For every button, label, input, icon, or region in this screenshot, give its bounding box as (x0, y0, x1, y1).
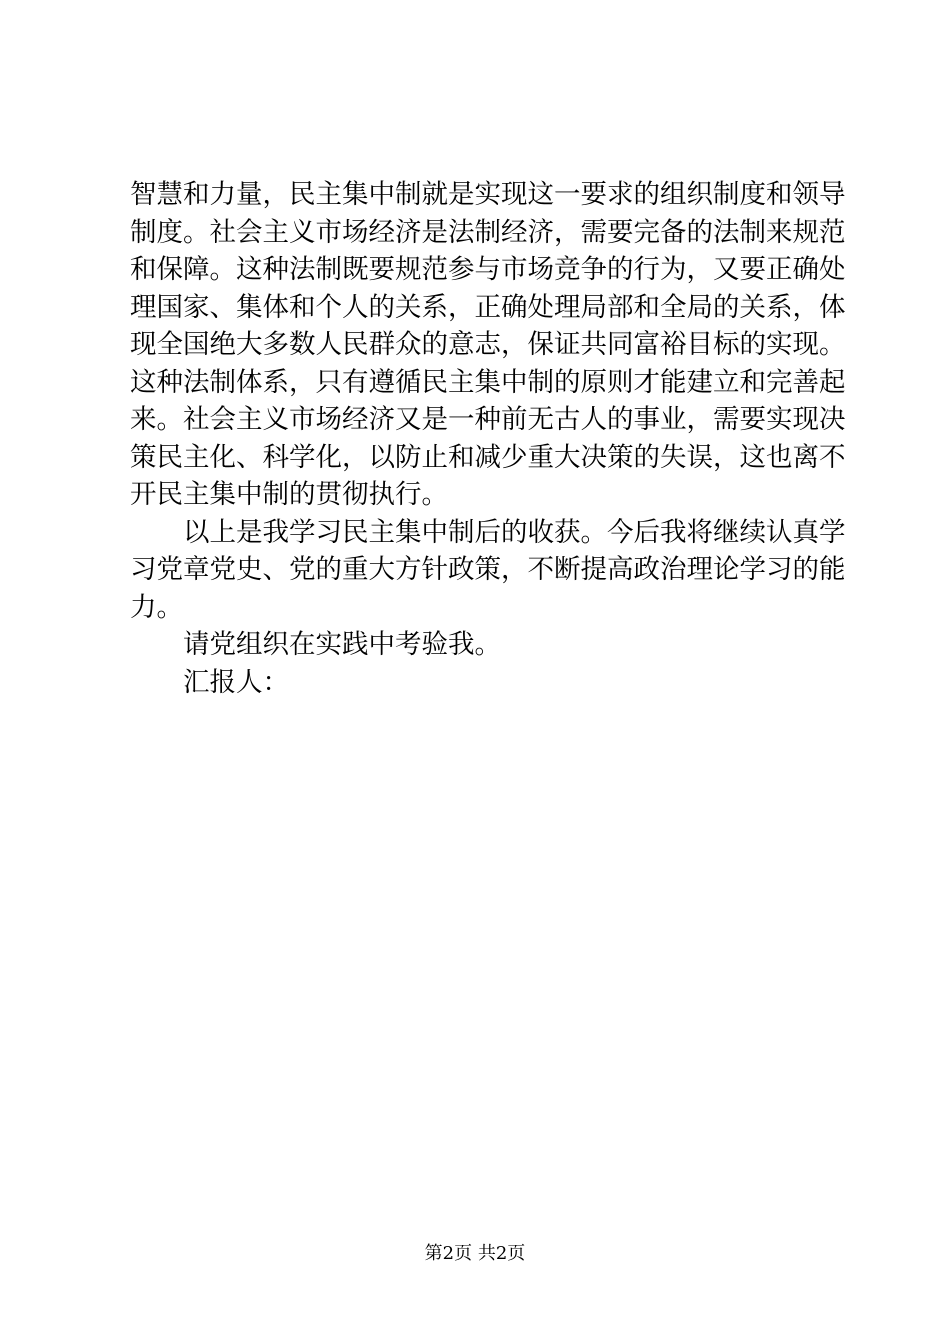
reporter-label: 汇报人： (183, 666, 289, 698)
page-footer: 第2页 共2页 (424, 1243, 526, 1264)
text-line: 习党章党史、党的重大方针政策，不断提高政治理论学习的能 (130, 554, 846, 585)
text-line: 来。社会主义市场经济又是一种前无古人的事业，需要实现决 (130, 404, 846, 435)
text-line: 现全国绝大多数人民群众的意志，保证共同富裕目标的实现。 (130, 329, 846, 360)
text-line: 以上是我学习民主集中制后的收获。今后我将继续认真学 (183, 516, 846, 548)
text-line: 智慧和力量，民主集中制就是实现这一要求的组织制度和领导 (130, 179, 846, 210)
paragraph-1 (130, 176, 846, 514)
document-body (130, 176, 846, 701)
text-line: 和保障。这种法制既要规范参与市场竞争的行为，又要正确处 (130, 254, 846, 285)
text-line: 开民主集中制的贯彻执行。 (130, 479, 448, 510)
paragraph-2 (130, 514, 846, 627)
text-line: 策民主化、科学化，以防止和减少重大决策的失误，这也离不 (130, 441, 846, 473)
text-line: 这种法制体系，只有遵循民主集中制的原则才能建立和完善起 (130, 366, 846, 398)
text-line: 制度。社会主义市场经济是法制经济，需要完备的法制来规范 (130, 216, 846, 248)
text-line: 力。 (130, 591, 183, 623)
paragraph-3: 请党组织在实践中考验我。 (183, 629, 501, 660)
text-line: 理国家、集体和个人的关系，正确处理局部和全局的关系，体 (130, 291, 846, 323)
